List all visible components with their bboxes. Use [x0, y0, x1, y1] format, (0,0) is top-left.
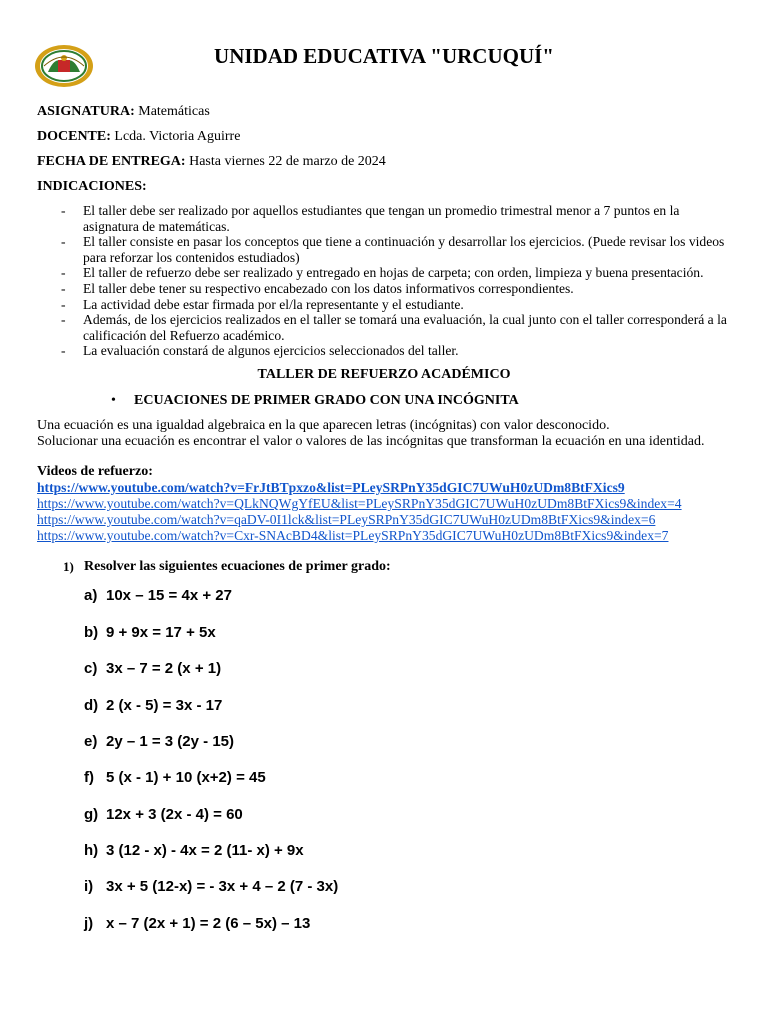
- subject-value: Matemáticas: [138, 104, 210, 119]
- equation-item: [84, 914, 484, 934]
- equation-text: 2y – 1 = 3 (2y - 15): [106, 733, 234, 750]
- exercise-number: 1): [63, 559, 74, 574]
- teacher-field: [37, 129, 240, 145]
- subject-field: [37, 104, 210, 120]
- due-date-field: [37, 154, 386, 170]
- equation-text: 5 (x - 1) + 10 (x+2) = 45: [106, 769, 266, 786]
- instruction-item: - La evaluación constará de algunos ejercicios seleccionados del taller.: [37, 343, 737, 359]
- definition-line-1: Una ecuación es una igualdad algebraica en la que aparecen letras (incógnitas) con valor desconocido.: [37, 418, 610, 433]
- instruction-item: - El taller debe ser realizado por aquellos estudiantes que tengan un promedio trimestral menor a 7 puntos en la asignatura de matemáticas.: [37, 203, 737, 234]
- equation-letter: a): [84, 587, 98, 604]
- subject-label: ASIGNATURA:: [37, 104, 135, 119]
- equation-letter: e): [84, 733, 98, 750]
- equation-item: [84, 659, 484, 679]
- teacher-value: Lcda. Victoria Aguirre: [114, 129, 241, 144]
- equation-item: [84, 805, 484, 825]
- equation-text: 3x + 5 (12-x) = - 3x + 4 – 2 (7 - 3x): [106, 878, 339, 895]
- equation-text: 3x – 7 = 2 (x + 1): [106, 660, 222, 677]
- equation-letter: f): [84, 769, 94, 786]
- equation-text: x – 7 (2x + 1) = 2 (6 – 5x) – 13: [106, 915, 311, 932]
- equation-text: 10x – 15 = 4x + 27: [106, 587, 232, 604]
- video-link-4[interactable]: https://www.youtube.com/watch?v=Cxr-SNAcBD4&list=PLeySRPnY35dGIC7UWuH0zUDm8BtFXics9&index=7: [37, 528, 669, 543]
- equation-item: [84, 586, 484, 606]
- equation-letter: c): [84, 660, 98, 677]
- equation-text: 2 (x - 5) = 3x - 17: [106, 697, 223, 714]
- due-date-value: Hasta viernes 22 de marzo de 2024: [189, 154, 386, 169]
- instructions-list: [37, 203, 737, 359]
- bullet-icon: •: [111, 393, 116, 408]
- equation-item: [84, 768, 484, 788]
- equation-item: [84, 841, 484, 861]
- equation-item: [84, 877, 484, 897]
- equation-item: [84, 623, 484, 643]
- video-link-2[interactable]: https://www.youtube.com/watch?v=QLkNQWgYfEU&list=PLeySRPnY35dGIC7UWuH0zUDm8BtFXics9&index=4: [37, 496, 682, 511]
- exercise-heading: Resolver las siguientes ecuaciones de primer grado:: [84, 559, 391, 574]
- equation-letter: h): [84, 842, 99, 859]
- equation-letter: d): [84, 697, 99, 714]
- videos-label: Videos de refuerzo:: [37, 464, 153, 479]
- teacher-label: DOCENTE:: [37, 129, 111, 144]
- equation-letter: i): [84, 878, 94, 895]
- equation-text: 9 + 9x = 17 + 5x: [106, 624, 216, 641]
- equation-text: 3 (12 - x) - 4x = 2 (11- x) + 9x: [106, 842, 304, 859]
- instructions-heading: INDICACIONES:: [37, 179, 147, 194]
- equation-item: [84, 696, 484, 716]
- equation-item: [84, 732, 484, 752]
- equation-letter: j): [84, 915, 94, 932]
- instruction-item: - El taller de refuerzo debe ser realizado y entregado en hojas de carpeta; con orden, limpieza y buena presentación.: [37, 265, 737, 281]
- school-title: UNIDAD EDUCATIVA "URCUQUÍ": [214, 44, 554, 68]
- equation-letter: b): [84, 624, 99, 641]
- definition-line-2: Solucionar una ecuación es encontrar el valor o valores de las incógnitas que transforman la ecuación en una identidad.: [37, 434, 705, 449]
- video-link-3[interactable]: https://www.youtube.com/watch?v=qaDV-0I1lck&list=PLeySRPnY35dGIC7UWuH0zUDm8BtFXics9&index=6: [37, 512, 656, 527]
- instruction-item: - El taller debe tener su respectivo encabezado con los datos informativos correspondientes.: [37, 281, 737, 297]
- workshop-title: TALLER DE REFUERZO ACADÉMICO: [257, 367, 511, 382]
- instruction-item: - El taller consiste en pasar los conceptos que tiene a continuación y desarrollar los ejercicios. (Puede revisar los videos para reforzar los contenidos estudiados): [37, 234, 737, 265]
- due-date-label: FECHA DE ENTREGA:: [37, 154, 186, 169]
- equation-letter: g): [84, 806, 99, 823]
- video-link-1[interactable]: https://www.youtube.com/watch?v=FrJtBTpxzo&list=PLeySRPnY35dGIC7UWuH0zUDm8BtFXics9: [37, 480, 625, 495]
- instruction-item: - La actividad debe estar firmada por el/la representante y el estudiante.: [37, 297, 737, 313]
- equation-text: 12x + 3 (2x - 4) = 60: [106, 806, 243, 823]
- instruction-item: - Además, de los ejercicios realizados en el taller se tomará una evaluación, la cual junto con el taller corresponderá a la calificación del Refuerzo académico.: [37, 312, 737, 343]
- topic-heading: ECUACIONES DE PRIMER GRADO CON UNA INCÓGNITA: [134, 393, 519, 408]
